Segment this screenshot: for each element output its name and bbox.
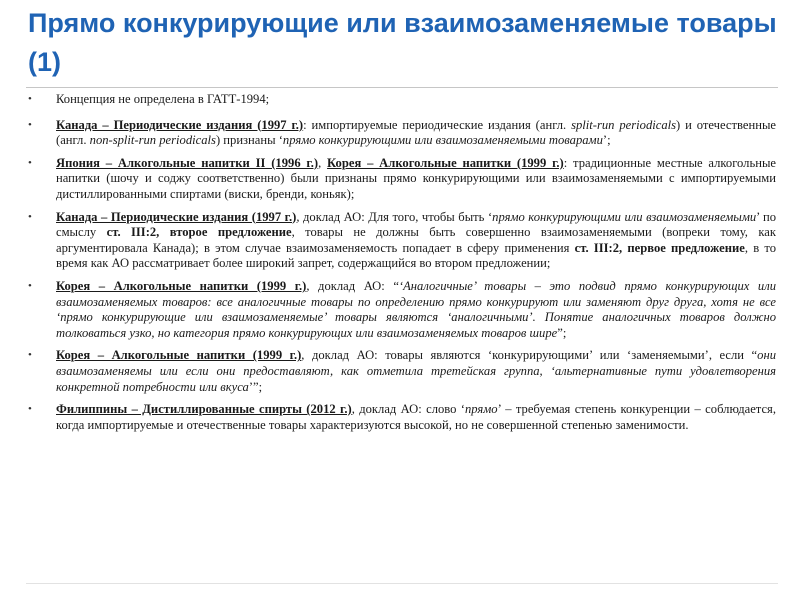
item-italic-text: split-run periodicals	[571, 117, 677, 132]
bullet-icon: •	[28, 210, 32, 223]
bullet-icon: •	[28, 349, 32, 362]
bullet-icon: •	[28, 156, 32, 169]
slide-title: Прямо конкурирующие или взаимозаменяемые товары (1)	[28, 8, 777, 77]
item-text: , доклад АО: слово ‘	[351, 402, 465, 417]
list-item	[24, 118, 776, 149]
item-italic-text: они взаимозаменяемы или если они предоставляют, как отметила третейская группа, ‘альтернативные пути удовлетворения конкретной потребности или вкуса	[56, 348, 776, 394]
item-text: Концепция не определена в ГАТТ-1994;	[56, 92, 270, 106]
item-text: ’;	[602, 133, 611, 148]
item-text: : импортируемые периодические издания (англ.	[303, 117, 572, 132]
bullet-list	[24, 92, 776, 440]
case-reference: Канада – Периодические издания (1997 г.)	[56, 117, 304, 132]
item-text: , товары не должны быть совершенно взаимозаменяемыми (вопреки тому, как аргументировала Канада); в этом случае взаимозаменяемость попадает в сферу применения	[56, 225, 776, 255]
item-text: ’ по смыслу	[56, 209, 777, 240]
bullet-icon: •	[28, 403, 32, 416]
case-reference: Япония – Алкогольные напитки II (1996 г.)	[56, 155, 319, 170]
bullet-icon: •	[28, 118, 32, 131]
bullet-icon: •	[28, 279, 32, 292]
item-text: ) и отечественные (англ.	[56, 117, 776, 148]
title-divider	[26, 87, 778, 88]
case-reference: Корея – Алкогольные напитки (1999 г.)	[56, 348, 302, 363]
bullet-icon: •	[28, 93, 32, 105]
item-italic-text: non-split-run periodicals	[89, 133, 216, 148]
list-item	[24, 156, 776, 203]
item-text: , доклад АО: “	[306, 278, 399, 293]
item-text: , доклад АО: товары являются ‘конкурирующими’ или ‘заменяемыми’, если “	[301, 348, 758, 363]
item-text: , в то время как АО рассматривает более широкий запрет, содержащийся во втором предложении;	[56, 240, 777, 271]
item-italic-text: ‘Аналогичные’ товары – это подвид прямо конкурирующих или взаимозаменяемых товаров: все аналогичные товары по определению прямо конкурируют или заменяют друг друга, хотя не все ‘прямо конкурирующие или взаимозаменяемые’ товары являются ‘аналогичными’. Понятие аналогичных товаров должно толковаться узко, но категория прямо конкурирующих или взаимозаменяемых товаров шире	[56, 278, 776, 340]
case-reference: Канада – Периодические издания (1997 г.)	[56, 209, 297, 224]
list-item	[24, 210, 776, 272]
item-italic-text: прямо конкурирующими или взаимозаменяемыми	[492, 209, 757, 224]
list-item	[24, 348, 776, 395]
item-italic-text: прямо	[464, 402, 498, 417]
case-reference: Корея – Алкогольные напитки (1999 г.)	[56, 278, 307, 293]
list-item	[24, 402, 776, 433]
footer-divider	[26, 583, 778, 584]
item-text: ”;	[557, 325, 567, 340]
item-text: ’”;	[248, 379, 263, 394]
item-text: ’ – требуемая степень конкуренции – соблюдается, когда импортируемые и отечественные товары характеризуются высокой, но не совершенной степенью заменимости.	[56, 402, 776, 432]
item-text: : традиционные местные алкогольные напитки (шочу и соджу соответственно) были признаны прямо конкурирующими или взаимозаменяемыми с импортируемыми дистиллированными спиртами (виски, бренди, коньяк);	[56, 155, 776, 201]
item-text: , доклад АО: Для того, чтобы быть ‘	[296, 209, 493, 224]
case-reference: Филиппины – Дистиллированные спирты (2012 г.)	[56, 402, 352, 417]
item-text: ) признаны ‘	[215, 133, 283, 148]
list-item	[24, 279, 776, 341]
article-reference: ст. III:2, первое предложение	[574, 240, 745, 255]
item-italic-text: прямо конкурирующими или взаимозаменяемыми товарами	[282, 133, 603, 148]
item-text: ,	[318, 155, 328, 170]
case-reference: Корея – Алкогольные напитки (1999 г.)	[327, 155, 564, 170]
article-reference: ст. III:2, второе предложение	[106, 225, 292, 240]
list-item	[24, 92, 776, 108]
